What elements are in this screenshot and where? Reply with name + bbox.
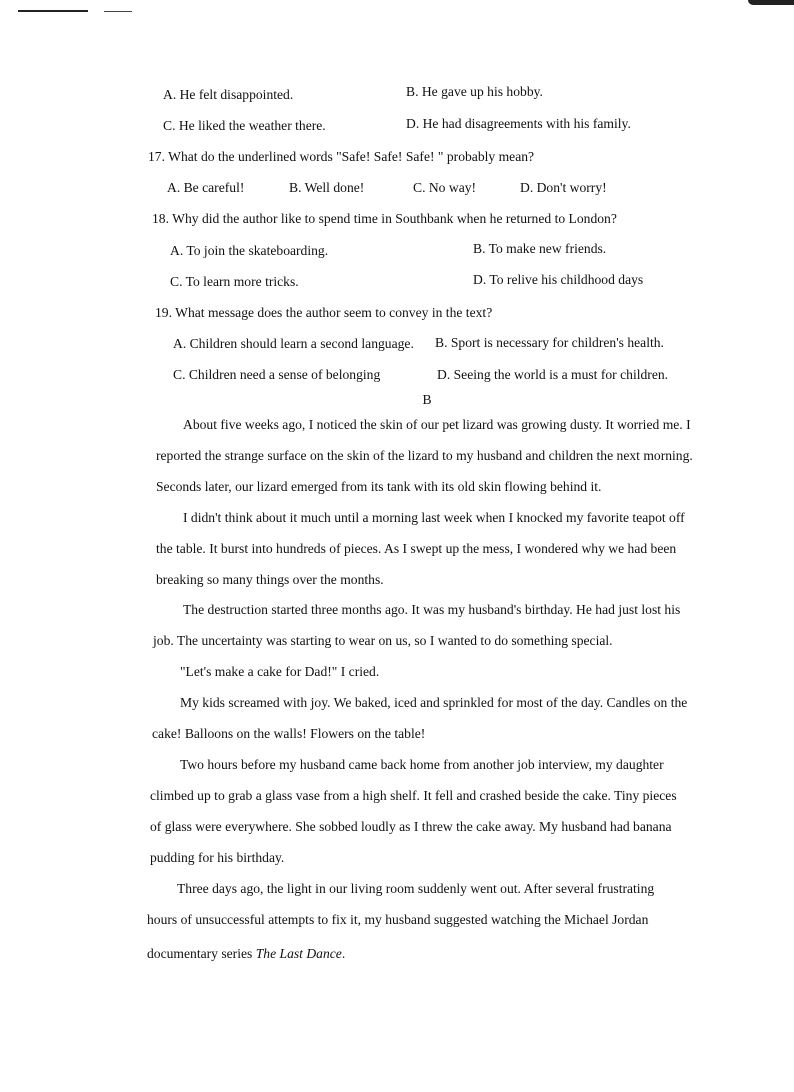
passage-line: About five weeks ago, I noticed the skin of our pet lizard was growing dusty. It worried me. I bbox=[183, 417, 691, 432]
passage-text: . bbox=[341, 946, 346, 961]
passage-line: The destruction started three months ago. It was my husband's birthday. He had just lost his bbox=[183, 602, 681, 617]
scan-artifact bbox=[18, 10, 88, 12]
passage-line: reported the strange surface on the skin of the lizard to my husband and children the next morning. bbox=[156, 448, 693, 463]
passage-text: documentary series bbox=[147, 946, 256, 961]
passage-line: Seconds later, our lizard emerged from its tank with its old skin flowing behind it. bbox=[156, 479, 602, 494]
q18-stem: 18. Why did the author like to spend time in Southbank when he returned to London? bbox=[152, 211, 617, 226]
passage-line: Two hours before my husband came back home from another job interview, my daughter bbox=[180, 757, 664, 772]
passage-line: cake! Balloons on the walls! Flowers on the table! bbox=[152, 726, 426, 741]
passage-line: My kids screamed with joy. We baked, iced and sprinkled for most of the day. Candles on the bbox=[180, 695, 688, 710]
q16-option-a: A. He felt disappointed. bbox=[163, 87, 294, 102]
q16-option-d: D. He had disagreements with his family. bbox=[406, 116, 631, 131]
q18-option-b: B. To make new friends. bbox=[473, 241, 607, 256]
passage-line: I didn't think about it much until a morning last week when I knocked my favorite teapot off bbox=[183, 510, 685, 525]
passage-line: breaking so many things over the months. bbox=[156, 572, 384, 587]
q16-option-c: C. He liked the weather there. bbox=[163, 118, 326, 133]
passage-line: Three days ago, the light in our living room suddenly went out. After several frustrating bbox=[177, 881, 655, 896]
q17-option-a: A. Be careful! bbox=[167, 180, 245, 195]
passage-line: job. The uncertainty was starting to wear on us, so I wanted to do something special. bbox=[153, 633, 613, 648]
q19-option-a: A. Children should learn a second language. bbox=[173, 336, 414, 351]
q19-option-c: C. Children need a sense of belonging bbox=[173, 367, 381, 382]
passage-line bbox=[147, 945, 345, 963]
q18-option-a: A. To join the skateboarding. bbox=[170, 243, 329, 258]
passage-line: pudding for his birthday. bbox=[150, 850, 285, 865]
documentary-title: The Last Dance bbox=[255, 946, 342, 961]
q19-stem: 19. What message does the author seem to convey in the text? bbox=[155, 305, 493, 320]
passage-line: of glass were everywhere. She sobbed loudly as I threw the cake away. My husband had banana bbox=[150, 819, 672, 834]
q17-option-c: C. No way! bbox=[413, 180, 477, 195]
section-title: B bbox=[422, 392, 432, 407]
q17-stem: 17. What do the underlined words "Safe! Safe! Safe! " probably mean? bbox=[148, 149, 535, 164]
passage-line: the table. It burst into hundreds of pieces. As I swept up the mess, I wondered why we had been bbox=[156, 541, 677, 556]
q19-option-b: B. Sport is necessary for children's health. bbox=[435, 335, 664, 350]
q18-option-d: D. To relive his childhood days bbox=[473, 272, 644, 287]
passage-line: "Let's make a cake for Dad!" I cried. bbox=[180, 664, 380, 679]
q16-option-b: B. He gave up his hobby. bbox=[406, 84, 543, 99]
q19-option-d: D. Seeing the world is a must for children. bbox=[437, 367, 669, 382]
scan-artifact bbox=[104, 11, 132, 12]
passage-line: climbed up to grab a glass vase from a high shelf. It fell and crashed beside the cake. Tiny pieces bbox=[150, 788, 677, 803]
q17-option-d: D. Don't worry! bbox=[520, 180, 607, 195]
passage-line: hours of unsuccessful attempts to fix it, my husband suggested watching the Michael Jordan bbox=[147, 912, 649, 927]
scan-artifact bbox=[748, 0, 794, 5]
q18-option-c: C. To learn more tricks. bbox=[170, 274, 299, 289]
q17-option-b: B. Well done! bbox=[289, 180, 365, 195]
